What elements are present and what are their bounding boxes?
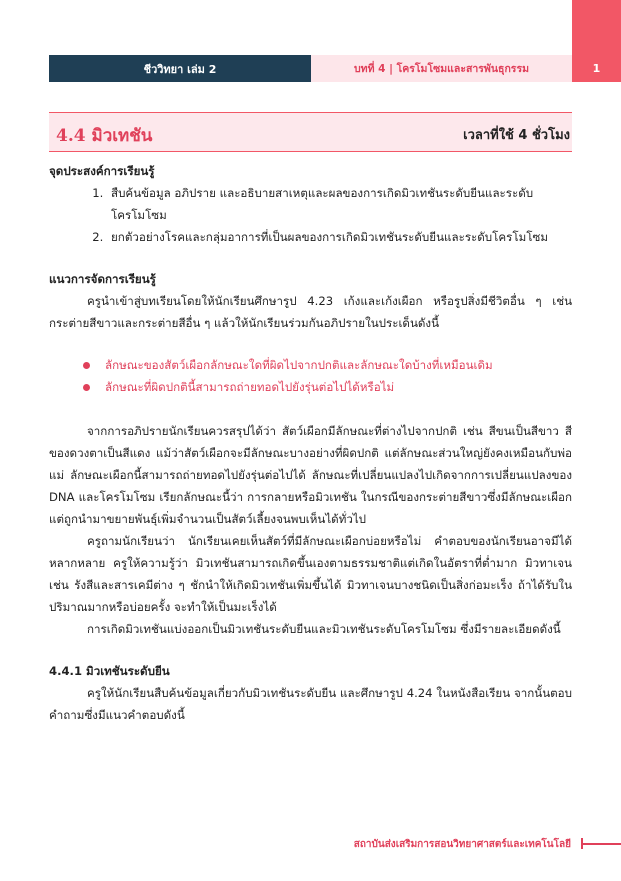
approach-heading: แนวการจัดการเรียนรู้ [49,272,156,286]
header-book-title: ชีววิทยา เล่ม 2 [49,55,311,82]
bullet-text: ลักษณะของสัตว์เผือกลักษณะใดที่ผิดไปจากปกติและลักษณะใดบ้างที่เหมือนเดิม [105,358,493,372]
bullet-item [83,354,572,376]
page-number: 1 [592,62,601,75]
discussion-bullets [49,354,572,398]
objective-item: 1. สืบค้นข้อมูล อภิปราย และอธิบายสาเหตุและผลของการเกิดมิวเทชันระดับยีนและระดับโครโมโซม [107,182,572,226]
paragraph: ครูให้นักเรียนสืบค้นข้อมูลเกี่ยวกับมิวเทชันระดับยีน และศึกษารูป 4.24 ในหนังสือเรียน จากนั้นตอบคำถามซึ่งมีแนวคำตอบดังนี้ [49,686,572,722]
approach-intro: ครูนำเข้าสู่บทเรียนโดยให้นักเรียนศึกษารูป 4.23 เก้งและเก้งเผือก หรือรูปสิ่งมีชีวิตอื่น ๆ เช่น กระต่ายสีขาวและกระต่ายสีอื่น ๆ แล้วให้นักเรียนร่วมกันอภิปรายในประเด็นดังนี้ [49,294,572,330]
header-chapter-title: บทที่ 4 | โครโมโซมและสารพันธุกรรม [311,55,572,82]
objective-item: 2. ยกตัวอย่างโรคและกลุ่มอาการที่เป็นผลของการเกิดมิวเทชันระดับยีนและระดับโครโมโซม [107,226,572,248]
footer-rule [581,843,621,845]
main-content [49,160,572,726]
objectives-list [49,182,572,248]
bullet-item [83,376,572,398]
paragraph: ครูถามนักเรียนว่า นักเรียนเคยเห็นสัตว์ที่มีลักษณะเผือกบ่อยหรือไม่ คำตอบของนักเรียนอาจมีได้หลากหลาย ครูให้ความรู้ว่า มิวเทชันสามารถเกิดขึ้นเองตามธรรมชาติแต่เกิดในอัตราที่ต่ำมาก มิวทาเจน เช่น รังสีและสารเคมีต่าง ๆ ชักนำให้เกิดมิวเทชันเพิ่มขึ้นได้ มิวทาเจนบางชนิดเป็นสิ่งก่อมะเร็ง ถ้าได้รับในปริมาณมากหรือบ่อยครั้ง จะทำให้เป็นมะเร็งได้ [49,534,572,614]
section-title-bar [49,112,572,152]
bullet-dot-icon [83,362,90,369]
subsection-heading: 4.4.1 มิวเทชันระดับยีน [49,664,170,678]
paragraph: การเกิดมิวเทชันแบ่งออกเป็นมิวเทชันระดับยีนและมิวเทชันระดับโครโมโซม ซึ่งมีรายละเอียดดังนี้ [87,622,561,636]
section-time: เวลาที่ใช้ 4 ชั่วโมง [463,128,570,143]
bullet-dot-icon [83,384,90,391]
footer [354,834,621,854]
section-title: 4.4 มิวเทชัน [56,126,153,146]
footer-institution: สถาบันส่งเสริมการสอนวิทยาศาสตร์และเทคโนโลยี [353,838,571,850]
objectives-heading: จุดประสงค์การเรียนรู้ [49,164,155,178]
bullet-text: ลักษณะที่ผิดปกตินี้สามารถถ่ายทอดไปยังรุ่นต่อไปได้หรือไม่ [105,380,395,394]
paragraph: จากการอภิปรายนักเรียนควรสรุปได้ว่า สัตว์เผือกมีลักษณะที่ต่างไปจากปกติ เช่น สีขนเป็นสีขาว สีของดวงตาเป็นสีแดง แม้ว่าสัตว์เผือกจะมีลักษณะบางอย่างที่ผิดปกติ แต่ลักษณะส่วนใหญ่ยังคงเหมือนกับพ่อแม่ ลักษณะเผือกนี้สามารถถ่ายทอดไปยังรุ่นต่อไปได้ ลักษณะที่เปลี่ยนแปลงไปเกิดจากการเปลี่ยนแปลงของ DNA และโครโมโซม เรียกลักษณะนี้ว่า การกลายหรือมิวเทชัน ในกรณีของกระต่ายสีขาวซึ่งมีลักษณะเผือก แต่ถูกนำมาขยายพันธุ์เพิ่มจำนวนเป็นสัตว์เลี้ยงจนพบเห็นได้ทั่วไป [49,424,572,526]
